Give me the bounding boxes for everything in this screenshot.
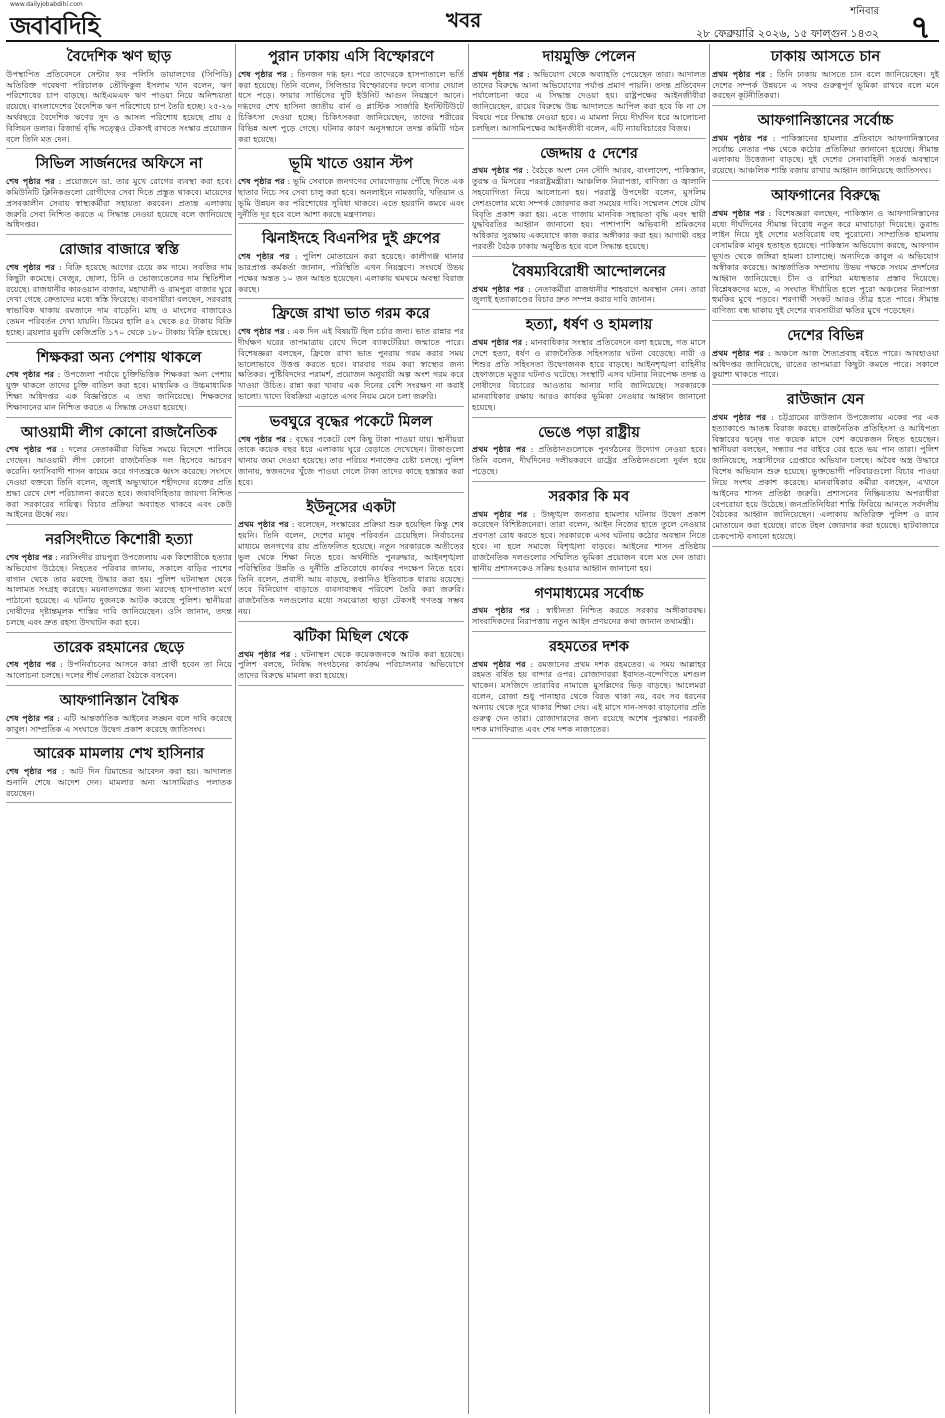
column-2 bbox=[238, 44, 464, 1414]
article-body: শেষ পৃষ্ঠার পর : দলের নেতাকর্মীরা বিভিন্ন সময়ে বিদেশে পালিয়ে গেছেন। আওয়ামী লীগ কোনো রাজনৈতিক দল হিসেবে আচরণ করেনি। ফ্যাসিবাদী শাসন কায়েম করে গণতন্ত্রকে ধ্বংস করেছে। সংসদে দেওয়া বক্তব্যে তিনি বলেন, জুলাই অভ্যুত্থানে শহীদদের রক্তের প্রতি শ্রদ্ধা রেখে দেশ পরিচালনা করতে হবে। জবাবদিহিতার জায়গা নিশ্চিত করা সরকারের দায়িত্ব। বিচার প্রক্রিয়া অব্যাহত থাকবে এবং কেউ আইনের ঊর্ধ্বে নয়। bbox=[6, 444, 232, 520]
article-headline: বৈদেশিক ঋণ ছাড় bbox=[66, 49, 172, 65]
article-headline: ভূমি খাতে ওয়ান স্টপ bbox=[289, 156, 413, 173]
article-headline: ঢাকায় আসতে চান bbox=[770, 49, 881, 65]
article-body: প্রথম পৃষ্ঠার পর : নেতাকর্মীরা রাজধানীর শাহবাগে অবস্থান নেন। তারা জুলাই হত্যাকাণ্ডের বিচার দ্রুত সম্পন্ন করার দাবি জানান। bbox=[472, 283, 706, 305]
article-headline: পুরান ঢাকায় এসি বিস্ফোরণে bbox=[268, 49, 434, 65]
article bbox=[238, 44, 464, 149]
article-continuation-label: শেষ পৃষ্ঠার পর bbox=[238, 251, 290, 262]
article bbox=[238, 495, 464, 622]
article-continuation-label: প্রথম পৃষ্ঠার পর bbox=[238, 648, 291, 659]
article-text: অঞ্চলে আজ শৈত্যপ্রবাহ বইতে পারে। আবহাওয়া অধিদপ্তর জানিয়েছে, রাতের তাপমাত্রা কিছুটা কমতে পারে। সকালে কুয়াশা থাকতে পারে। bbox=[712, 347, 939, 380]
column-1 bbox=[6, 44, 232, 1414]
article bbox=[472, 259, 706, 310]
article-headline: সরকার কি মব bbox=[548, 488, 630, 505]
article-text: উপনির্বাচনের আসনে কারা প্রার্থী হবেন তা নিয়ে আলোচনা চলছে। দলের শীর্ষ নেতারা বৈঠকে বসবেন। bbox=[6, 659, 232, 681]
article-body: প্রথম পৃষ্ঠার পর : রমজানের প্রথম দশক রহমতের। এ সময় আল্লাহর রহমত বর্ষিত হয় বান্দার ওপর। রোজাদাররা ইবাদত-বন্দেগিতে মশগুল থাকেন। মসজিদে তারাবির নামাজে মুসল্লিদের ভিড় বাড়ছে। আলেমরা বলেন, রোজা শুধু পানাহার থেকে বিরত থাকা নয়, বরং সব ধরনের অন্যায় থেকে দূরে থাকার শিক্ষা দেয়। এই মাসে দান-সদকা বাড়ানোর প্রতি গুরুত্ব দেন তারা। রোজাদারদের জন্য রয়েছে অশেষ পুরস্কার। পরবর্তী দশক মাগফিরাত এবং শেষ দশক নাজাতের। bbox=[472, 658, 706, 734]
article-body: শেষ পৃষ্ঠার পর : উপজেলা পর্যায়ে চুক্তিভিত্তিক শিক্ষকরা অন্য পেশায় যুক্ত থাকলে তাদের চুক্তি বাতিল করা হবে। মাধ্যমিক ও উচ্চমাধ্যমিক শিক্ষা অধিদপ্তর এক বিজ্ঞপ্তিতে এ তথ্য জানিয়েছে। শিক্ষকদের শিক্ষাদানের মান নিশ্চিত করতে এ সিদ্ধান্ত নেওয়া হয়েছে। bbox=[6, 369, 232, 412]
article-text: মানবাধিকার সংস্থার প্রতিবেদনে বলা হয়েছে, গত মাসে দেশে হত্যা, ধর্ষণ ও রাজনৈতিক সহিংসতার ঘটনা বেড়েছে। নারী ও শিশুর প্রতি সহিংসতা উদ্বেগজনক হারে বাড়ছে। আইনশৃঙ্খলা বাহিনীর হেফাজতে মৃত্যুর ঘটনাও ঘটেছে। সংস্থাটি এসব ঘটনার নিরপেক্ষ তদন্ত ও দোষীদের বিচারের আওতায় আনার দাবি জানিয়েছে। সরকারকে মানবাধিকার রক্ষায় আরও কার্যকর ভূমিকা নেওয়ার আহ্বান জানানো হয়েছে। bbox=[472, 336, 706, 412]
article-continuation-label: প্রথম পৃষ্ঠার পর bbox=[472, 283, 525, 294]
article-headline: নরসিংদীতে কিশোরী হত্যা bbox=[45, 532, 193, 549]
logo-url: www.dailyjobabdihi.com bbox=[10, 1, 83, 8]
article bbox=[6, 44, 232, 149]
article-text: বৃদ্ধের পকেটে বেশ কিছু টাকা পাওয়া যায়। স্থানীয়রা তাকে কয়েক বছর ধরে এলাকায় ঘুরে বেড়াতে দেখেছেন। টাকাগুলো থানায় জমা দেওয়া হয়েছে। তার পরিচয় শনাক্তের চেষ্টা চলছে। পুলিশ জানায়, স্বজনদের খুঁজে পাওয়া গেলে টাকা তাদের কাছে হস্তান্তর করা হবে। bbox=[238, 433, 464, 487]
article bbox=[238, 226, 464, 299]
article-text: তিনজন দগ্ধ হন। পরে তাদেরকে হাসপাতালে ভর্তি করা হয়েছে। তিনি বলেন, সিলিন্ডার বিস্ফোরণের ফলে বাসার দেয়াল ধসে পড়ে। ফায়ার সার্ভিসের দুটি ইউনিট আগুন নিয়ন্ত্রণে আনে। দগ্ধদের শেখ হাসিনা জাতীয় বার্ন ও প্লাস্টিক সার্জারি ইনস্টিটিউটে চিকিৎসা দেওয়া হচ্ছে। চিকিৎসকরা জানিয়েছেন, তাদের শরীরের বিভিন্ন অংশ পুড়ে গেছে। ঘটনার কারণ অনুসন্ধানে তদন্ত কমিটি গঠন করা হয়েছে। bbox=[238, 68, 464, 144]
article-text: বলেছেন, সংস্কারের প্রক্রিয়া শুরু হয়েছিল কিন্তু শেষ হয়নি। তিনি বলেন, দেশের মানুষ পরিবর্তন চেয়েছিল। নির্বাচনের মাধ্যমে জনগণের রায় প্রতিফলিত হয়েছে। নতুন সরকারকে অতীতের ভুল থেকে শিক্ষা নিতে হবে। অর্থনীতি পুনরুদ্ধার, আইনশৃঙ্খলা পরিস্থিতির উন্নতি ও দুর্নীতি প্রতিরোধে কার্যকর পদক্ষেপ নিতে হবে। তিনি বলেন, প্রবাসী আয় বাড়ছে, রপ্তানিও ইতিবাচক ধারায় রয়েছে। তবে বিনিয়োগ বাড়াতে ব্যবসাবান্ধব পরিবেশ তৈরি করা জরুরি। রাজনৈতিক দলগুলোর মধ্যে সমঝোতা ছাড়া টেকসই গণতন্ত্র সম্ভব নয়। bbox=[238, 519, 464, 617]
article-body: প্রথম পৃষ্ঠার পর : বৈঠকে অংশ নেন সৌদি আরব, বাংলাদেশ, পাকিস্তান, তুরস্ক ও মিসরের পররাষ্ট্রমন্ত্রীরা। আঞ্চলিক নিরাপত্তা, বাণিজ্য ও জ্বালানি সহযোগিতা নিয়ে আলোচনা হয়। পররাষ্ট্র উপদেষ্টা বলেন, মুসলিম দেশগুলোর মধ্যে সম্পর্ক জোরদার করা সময়ের দাবি। সম্মেলন শেষে যৌথ বিবৃতি প্রকাশ করা হয়। এতে গাজায় মানবিক সহায়তা বৃদ্ধি এবং স্থায়ী যুদ্ধবিরতির আহ্বান জানানো হয়। পাশাপাশি অভিবাসী শ্রমিকদের অধিকার সুরক্ষায় একযোগে কাজ করার অঙ্গীকার করা হয়। আগামী বছর পরবর্তী বৈঠক ঢাকায় অনুষ্ঠিত হবে বলে সিদ্ধান্ত হয়েছে। bbox=[472, 165, 706, 252]
article-headline: গণমাধ্যমের সর্বোচ্চ bbox=[534, 585, 644, 602]
article-body: শেষ পৃষ্ঠার পর : উপনির্বাচনের আসনে কারা প্রার্থী হবেন তা নিয়ে আলোচনা চলছে। দলের শীর্ষ নেতারা বৈঠকে বসবেন। bbox=[6, 659, 232, 681]
article-body: প্রথম পৃষ্ঠার পর : বলেছেন, সংস্কারের প্রক্রিয়া শুরু হয়েছিল কিন্তু শেষ হয়নি। তিনি বলেন, দেশের মানুষ পরিবর্তন চেয়েছিল। নির্বাচনের মাধ্যমে জনগণের রায় প্রতিফলিত হয়েছে। নতুন সরকারকে অতীতের ভুল থেকে শিক্ষা নিতে হবে। অর্থনীতি পুনরুদ্ধার, আইনশৃঙ্খলা পরিস্থিতির উন্নতি ও দুর্নীতি প্রতিরোধে কার্যকর পদক্ষেপ নিতে হবে। তিনি বলেন, প্রবাসী আয় বাড়ছে, রপ্তানিও ইতিবাচক ধারায় রয়েছে। তবে বিনিয়োগ বাড়াতে ব্যবসাবান্ধব পরিবেশ তৈরি করা জরুরি। রাজনৈতিক দলগুলোর মধ্যে সমঝোতা ছাড়া টেকসই গণতন্ত্র সম্ভব নয়। bbox=[238, 519, 464, 617]
column-3 bbox=[472, 44, 706, 1414]
article-body: প্রথম পৃষ্ঠার পর : প্রতিষ্ঠানগুলোকে পুনর্গঠনের উদ্যোগ নেওয়া হবে। তিনি বলেন, দীর্ঘদিনের দলীয়করণে রাষ্ট্রের প্রতিষ্ঠানগুলো দুর্বল হয়ে পড়েছে। bbox=[472, 444, 706, 477]
article-text: নরসিংদীর রায়পুরা উপজেলায় এক কিশোরীকে হত্যার অভিযোগ উঠেছে। নিহতের পরিবার জানায়, সকালে বাড়ির পাশের বাগান থেকে তার মরদেহ উদ্ধার করা হয়। পুলিশ ঘটনাস্থল থেকে আলামত সংগ্রহ করেছে। ময়নাতদন্তের জন্য মরদেহ হাসপাতাল মর্গে পাঠানো হয়েছে। এ ঘটনায় দুজনকে আটক করেছে পুলিশ। স্থানীয়রা দোষীদের দৃষ্টান্তমূলক শাস্তির দাবি জানিয়েছেন। ওসি জানান, তদন্ত চলছে এবং দ্রুত রহস্য উদঘাটন করা হবে। bbox=[6, 551, 232, 627]
article-text: আট দিন রিমান্ডের আবেদন করা হয়। আদালত শুনানি শেষে আদেশ দেন। মামলার অন্য আসামিরাও পলাতক রয়েছেন। bbox=[6, 766, 232, 798]
article bbox=[712, 323, 939, 385]
article-body: শেষ পৃষ্ঠার পর : নরসিংদীর রায়পুরা উপজেলায় এক কিশোরীকে হত্যার অভিযোগ উঠেছে। নিহতের পরিবার জানায়, সকালে বাড়ির পাশের বাগান থেকে তার মরদেহ উদ্ধার করা হয়। পুলিশ ঘটনাস্থল থেকে আলামত সংগ্রহ করেছে। ময়নাতদন্তের জন্য মরদেহ হাসপাতাল মর্গে পাঠানো হয়েছে। এ ঘটনায় দুজনকে আটক করেছে পুলিশ। স্থানীয়রা দোষীদের দৃষ্টান্তমূলক শাস্তির দাবি জানিয়েছেন। ওসি জানান, তদন্ত চলছে এবং দ্রুত রহস্য উদঘাটন করা হবে। bbox=[6, 551, 232, 627]
article-continuation-label: প্রথম পৃষ্ঠার পর bbox=[712, 411, 767, 422]
issue-date: ২৮ ফেব্রুয়ারি ২০২৬, ১৫ ফাল্গুন ১৪৩২ bbox=[696, 27, 879, 40]
article bbox=[472, 420, 706, 482]
article-headline: ফ্রিজে রাখা ভাত গরম করে bbox=[272, 306, 430, 323]
article-text: উচ্ছৃঙ্খল জনতার হামলার ঘটনায় উদ্বেগ প্রকাশ করেছেন বিশিষ্টজনেরা। তারা বলেন, আইন নিজের হাতে তুলে নেওয়ার প্রবণতা রোধ করতে হবে। সরকারকে এসব ঘটনায় কঠোর অবস্থান নিতে হবে। না হলে সমাজে বিশৃঙ্খলা বাড়বে। আইনের শাসন প্রতিষ্ঠায় রাজনৈতিক দলগুলোর সম্মিলিত ভূমিকা প্রয়োজন বলে মত দেন তারা। স্থানীয় প্রশাসনকেও সক্রিয় হওয়ার আহ্বান জানানো হয়। bbox=[472, 508, 706, 573]
column-4 bbox=[712, 44, 939, 1414]
article-body: শেষ পৃষ্ঠার পর : আট দিন রিমান্ডের আবেদন করা হয়। আদালত শুনানি শেষে আদেশ দেন। মামলার অন্য আসামিরাও পলাতক রয়েছেন। bbox=[6, 766, 232, 798]
article-headline: শিক্ষকরা অন্য পেশায় থাকলে bbox=[36, 349, 202, 366]
article-text: উপজেলা পর্যায়ে চুক্তিভিত্তিক শিক্ষকরা অন্য পেশায় যুক্ত থাকলে তাদের চুক্তি বাতিল করা হবে। মাধ্যমিক ও উচ্চমাধ্যমিক শিক্ষা অধিদপ্তর এক বিজ্ঞপ্তিতে এ তথ্য জানিয়েছে। শিক্ষকদের শিক্ষাদানের মান নিশ্চিত করতে এ সিদ্ধান্ত নেওয়া হয়েছে। bbox=[6, 369, 232, 412]
article-text: পুলিশ মোতায়েন করা হয়েছে। কালীগঞ্জ থানার ভারপ্রাপ্ত কর্মকর্তা জানান, পরিস্থিতি এখন নিয়ন্ত্রণে। সংঘর্ষে উভয় পক্ষের অন্তত ১০ জন আহত হয়েছেন। এলাকায় থমথমে অবস্থা বিরাজ করছে। bbox=[238, 251, 464, 294]
article bbox=[6, 635, 232, 686]
article bbox=[238, 151, 464, 224]
article-headline: ভেঙে পড়া রাষ্ট্রীয় bbox=[538, 424, 640, 441]
article-body: শেষ পৃষ্ঠার পর : বিক্রি হয়েছে আগের চেয়ে কম দামে। সবজির দাম কিছুটা কমেছে। খেজুর, ছোলা, চিনি ও ভোজ্যতেলের দাম স্থিতিশীল রয়েছে। রাজধানীর কারওয়ান বাজার, মহাখালী ও রামপুরা বাজার ঘুরে দেখা গেছে ক্রেতাদের মধ্যে স্বস্তি ফিরেছে। ব্যবসায়ীরা বলছেন, সরবরাহ স্বাভাবিক থাকায় রমজানে দাম বাড়েনি। মাছ ও মাংসের বাজারেও তেমন পরিবর্তন দেখা যায়নি। ডিমের হালি ৪২ থেকে ৪৫ টাকায় বিক্রি হচ্ছে। ব্রয়লার মুরগি কেজিপ্রতি ১৭০ থেকে ১৮০ টাকায় বিক্রি হয়েছে। bbox=[6, 261, 232, 337]
column-divider bbox=[468, 44, 469, 1414]
article-body bbox=[6, 69, 232, 145]
article bbox=[6, 151, 232, 235]
section-title: খবর bbox=[446, 8, 482, 32]
article-body: শেষ পৃষ্ঠার পর : এটি আন্তর্জাতিক আইনের লঙ্ঘন বলে দাবি করেছে কাবুল। সাম্প্রতিক এ সংঘাতে উদ্বেগ প্রকাশ করেছে জাতিসংঘ। bbox=[6, 712, 232, 734]
article-headline: দেশের বিভিন্ন bbox=[787, 328, 864, 345]
article-text: এক দিন এই বিষয়টি ছিল চর্চার জন্য। ভাত রান্নার পর দীর্ঘক্ষণ ঘরের তাপমাত্রায় রেখে দিলে ব্যাকটেরিয়া জন্মাতে পারে। বিশেষজ্ঞরা বলছেন, ফ্রিজে রাখা ভাত পুনরায় গরম করার সময় ভালোভাবে উত্তপ্ত করতে হবে। বারবার গরম করা স্বাস্থ্যের জন্য ক্ষতিকর। পুষ্টিবিদদের পরামর্শ, প্রয়োজন অনুযায়ী অল্প অংশ গরম করে খাওয়া উচিত। রান্না করা খাবার এক দিনের বেশি সংরক্ষণ না করাই ভালো। খাদ্যে বিষক্রিয়া এড়াতে এসব নিয়ম মেনে চলা জরুরি। bbox=[238, 326, 464, 402]
page-number: ৭ bbox=[910, 8, 931, 46]
column-divider bbox=[709, 44, 710, 1414]
article-continuation-label: প্রথম পৃষ্ঠার পর bbox=[712, 207, 765, 218]
article-text: ঘটনাস্থল থেকে কয়েকজনকে আটক করা হয়েছে। পুলিশ বলছে, নিষিদ্ধ সংগঠনের কার্যক্রম পরিচালনার অভিযোগে তাদের বিরুদ্ধে মামলা করা হয়েছে। bbox=[238, 648, 464, 681]
article-headline: ভবঘুরে বৃদ্ধের পকেটে মিলল bbox=[269, 413, 433, 430]
article-continuation-label: প্রথম পৃষ্ঠার পর bbox=[472, 68, 524, 79]
article-continuation-label: শেষ পৃষ্ঠার পর bbox=[6, 176, 55, 187]
article-continuation-label: প্রথম পৃষ্ঠার পর bbox=[472, 605, 530, 616]
article bbox=[472, 44, 706, 139]
article-body: শেষ পৃষ্ঠার পর : বৃদ্ধের পকেটে বেশ কিছু টাকা পাওয়া যায়। স্থানীয়রা তাকে কয়েক বছর ধরে এলাকায় ঘুরে বেড়াতে দেখেছেন। টাকাগুলো থানায় জমা দেওয়া হয়েছে। তার পরিচয় শনাক্তের চেষ্টা চলছে। পুলিশ জানায়, স্বজনদের খুঁজে পাওয়া গেলে টাকা তাদের কাছে হস্তান্তর করা হবে। bbox=[238, 433, 464, 487]
article-body: প্রথম পৃষ্ঠার পর : অঞ্চলে আজ শৈত্যপ্রবাহ বইতে পারে। আবহাওয়া অধিদপ্তর জানিয়েছে, রাতের তাপমাত্রা কিছুটা কমতে পারে। সকালে কুয়াশা থাকতে পারে। bbox=[712, 347, 939, 380]
article-headline: ঝটিকা মিছিল থেকে bbox=[293, 628, 409, 645]
weekday: শনিবার bbox=[850, 6, 879, 17]
article-text: রমজানের প্রথম দশক রহমতের। এ সময় আল্লাহর রহমত বর্ষিত হয় বান্দার ওপর। রোজাদাররা ইবাদত-বন্দেগিতে মশগুল থাকেন। মসজিদে তারাবির নামাজে মুসল্লিদের ভিড় বাড়ছে। আলেমরা বলেন, রোজা শুধু পানাহার থেকে বিরত থাকা নয়, বরং সব ধরনের অন্যায় থেকে দূরে থাকার শিক্ষা দেয়। এই মাসে দান-সদকা বাড়ানোর প্রতি গুরুত্ব দেন তারা। রোজাদারদের জন্য রয়েছে অশেষ পুরস্কার। পরবর্তী দশক মাগফিরাত এবং শেষ দশক নাজাতের। bbox=[472, 658, 706, 734]
article-headline: দায়মুক্তি পেলেন bbox=[542, 49, 636, 65]
article-body: প্রথম পৃষ্ঠার পর : চট্টগ্রামের রাউজান উপজেলায় একের পর এক হত্যাকাণ্ডে আতঙ্ক বিরাজ করছে। রাজনৈতিক প্রতিহিংসা ও আধিপত্য বিস্তারের দ্বন্দ্বে গত কয়েক মাসে বেশ কয়েকজন নিহত হয়েছেন। স্থানীয়রা বলছেন, সন্ধ্যার পর বাইরে বের হতে ভয় পান তারা। পুলিশ জানিয়েছে, সন্ত্রাসীদের গ্রেপ্তারে অভিযান চলছে। অবৈধ অস্ত্র উদ্ধারে বিশেষ অভিযান শুরু হয়েছে। ভুক্তভোগী পরিবারগুলো বিচার পাওয়া নিয়ে সংশয় প্রকাশ করেছে। মানবাধিকার কর্মীরা বলছেন, এখানে আইনের শাসন প্রতিষ্ঠা জরুরি। প্রশাসনের নিষ্ক্রিয়তায় অপরাধীরা বেপরোয়া হয়ে উঠেছে। জনপ্রতিনিধিরা শান্তি ফিরিয়ে আনতে সর্বদলীয় বৈঠকের আহ্বান জানিয়েছেন। এলাকায় অতিরিক্ত পুলিশ ও র‍্যাব মোতায়েন করা হয়েছে। রাতে টহল জোরদার করা হয়েছে। হাটবাজারে চেকপোস্ট বসানো হয়েছে। bbox=[712, 411, 939, 542]
article bbox=[472, 312, 706, 417]
article-body: শেষ পৃষ্ঠার পর : ভূমি সেবাকে জনগণের দোরগোড়ায় পৌঁছে দিতে এক ছাতার নিচে সব সেবা চালু করা হবে। অনলাইনে নামজারি, খতিয়ান ও ভূমি উন্নয়ন কর পরিশোধের সুবিধা থাকবে। এতে হয়রানি কমবে এবং দুর্নীতি দূর হবে বলে আশা করছে মন্ত্রণালয়। bbox=[238, 176, 464, 219]
article-continuation-label: প্রথম পৃষ্ঠার পর bbox=[712, 132, 768, 143]
article-body: শেষ পৃষ্ঠার পর : পুলিশ মোতায়েন করা হয়েছে। কালীগঞ্জ থানার ভারপ্রাপ্ত কর্মকর্তা জানান, পরিস্থিতি এখন নিয়ন্ত্রণে। সংঘর্ষে উভয় পক্ষের অন্তত ১০ জন আহত হয়েছেন। এলাকায় থমথমে অবস্থা বিরাজ করছে। bbox=[238, 251, 464, 294]
article-continuation-label: প্রথম পৃষ্ঠার পর bbox=[472, 658, 526, 669]
article-headline: তারেক রহমানের ছেড়ে bbox=[53, 639, 185, 656]
article bbox=[472, 581, 706, 632]
article bbox=[6, 237, 232, 342]
article-body: প্রথম পৃষ্ঠার পর : ঘটনাস্থল থেকে কয়েকজনকে আটক করা হয়েছে। পুলিশ বলছে, নিষিদ্ধ সংগঠনের কার্যক্রম পরিচালনার অভিযোগে তাদের বিরুদ্ধে মামলা করা হয়েছে। bbox=[238, 648, 464, 681]
article-continuation-label: প্রথম পৃষ্ঠার পর bbox=[472, 508, 528, 519]
article-headline: আওয়ামী লীগ কোনো রাজনৈতিক bbox=[20, 424, 218, 441]
article bbox=[6, 345, 232, 418]
article-continuation-label: শেষ পৃষ্ঠার পর bbox=[6, 659, 56, 670]
article-continuation-label: শেষ পৃষ্ঠার পর bbox=[6, 766, 57, 776]
article-continuation-label: প্রথম পৃষ্ঠার পর bbox=[472, 336, 523, 347]
article bbox=[6, 688, 232, 739]
article-headline: আফগানিস্তান বৈশ্বিক bbox=[59, 693, 179, 709]
article-text: বৈঠকে অংশ নেন সৌদি আরব, বাংলাদেশ, পাকিস্তান, তুরস্ক ও মিসরের পররাষ্ট্রমন্ত্রীরা। আঞ্চলিক নিরাপত্তা, বাণিজ্য ও জ্বালানি সহযোগিতা নিয়ে আলোচনা হয়। পররাষ্ট্র উপদেষ্টা বলেন, মুসলিম দেশগুলোর মধ্যে সম্পর্ক জোরদার করা সময়ের দাবি। সম্মেলন শেষে যৌথ বিবৃতি প্রকাশ করা হয়। এতে গাজায় মানবিক সহায়তা বৃদ্ধি এবং স্থায়ী যুদ্ধবিরতির আহ্বান জানানো হয়। পাশাপাশি অভিবাসী শ্রমিকদের অধিকার সুরক্ষায় একযোগে কাজ করার অঙ্গীকার করা হয়। আগামী বছর পরবর্তী বৈঠক ঢাকায় অনুষ্ঠিত হবে বলে সিদ্ধান্ত হয়েছে। bbox=[472, 165, 706, 252]
article-text: ভূমি সেবাকে জনগণের দোরগোড়ায় পৌঁছে দিতে এক ছাতার নিচে সব সেবা চালু করা হবে। অনলাইনে নামজারি, খতিয়ান ও ভূমি উন্নয়ন কর পরিশোধের সুবিধা থাকবে। এতে হয়রানি কমবে এবং দুর্নীতি দূর হবে বলে আশা করছে মন্ত্রণালয়। bbox=[238, 176, 464, 219]
article bbox=[6, 420, 232, 525]
article-headline: রাউজান যেন bbox=[786, 392, 865, 409]
article-body: শেষ পৃষ্ঠার পর : তিনজন দগ্ধ হন। পরে তাদেরকে হাসপাতালে ভর্তি করা হয়েছে। তিনি বলেন, সিলিন্ডার বিস্ফোরণের ফলে বাসার দেয়াল ধসে পড়ে। ফায়ার সার্ভিসের দুটি ইউনিট আগুন নিয়ন্ত্রণে আনে। দগ্ধদের শেখ হাসিনা জাতীয় বার্ন ও প্লাস্টিক সার্জারি ইনস্টিটিউটে চিকিৎসা দেওয়া হচ্ছে। চিকিৎসকরা জানিয়েছেন, তাদের শরীরের বিভিন্ন অংশ পুড়ে গেছে। ঘটনার কারণ অনুসন্ধানে তদন্ত কমিটি গঠন করা হয়েছে। bbox=[238, 68, 464, 144]
article-text: বিক্রি হয়েছে আগের চেয়ে কম দামে। সবজির দাম কিছুটা কমেছে। খেজুর, ছোলা, চিনি ও ভোজ্যতেলের দাম স্থিতিশীল রয়েছে। রাজধানীর কারওয়ান বাজার, মহাখালী ও রামপুরা বাজার ঘুরে দেখা গেছে ক্রেতাদের মধ্যে স্বস্তি ফিরেছে। ব্যবসায়ীরা বলছেন, সরবরাহ স্বাভাবিক থাকায় রমজানে দাম বাড়েনি। মাছ ও মাংসের বাজারেও তেমন পরিবর্তন দেখা যায়নি। ডিমের হালি ৪২ থেকে ৪৫ টাকায় বিক্রি হচ্ছে। ব্রয়লার মুরগি কেজিপ্রতি ১৭০ থেকে ১৮০ টাকায় বিক্রি হয়েছে। bbox=[6, 261, 232, 337]
article-continuation-label: শেষ পৃষ্ঠার পর bbox=[238, 433, 286, 444]
article bbox=[712, 108, 939, 181]
article-continuation-label: প্রথম পৃষ্ঠার পর bbox=[238, 519, 289, 530]
article-headline: রোজার বাজারে স্বস্তি bbox=[59, 242, 179, 259]
article bbox=[472, 141, 706, 257]
article-headline: ইউনূসের একটা bbox=[306, 499, 396, 516]
article-text: এটি আন্তর্জাতিক আইনের লঙ্ঘন বলে দাবি করেছে কাবুল। সাম্প্রতিক এ সংঘাতে উদ্বেগ প্রকাশ করেছে জাতিসংঘ। bbox=[6, 712, 232, 734]
article-text: বিশেষজ্ঞরা বলছেন, পাকিস্তান ও আফগানিস্তানের মধ্যে দীর্ঘদিনের সীমান্ত বিরোধ নতুন করে মাথাচাড়া দিয়েছে। ডুরান্ড লাইন নিয়ে দুই দেশের মতবিরোধ বহু পুরোনো। সাম্প্রতিক হামলায় বেসামরিক মানুষ হতাহত হয়েছে। পাকিস্তান অভিযোগ করছে, আফগান ভূখণ্ড থেকে জঙ্গিরা হামলা চালাচ্ছে। অন্যদিকে কাবুল এ অভিযোগ অস্বীকার করেছে। আন্তর্জাতিক সম্প্রদায় উভয় পক্ষকে সংযম প্রদর্শনের আহ্বান জানিয়েছে। চীন ও রাশিয়া মধ্যস্থতার প্রস্তাব দিয়েছে। বিশ্লেষকদের মতে, এ সংঘাত দীর্ঘায়িত হলে পুরো অঞ্চলের নিরাপত্তা হুমকির মুখে পড়বে। শরণার্থী সংকট আরও তীব্র হতে পারে। সীমান্ত বাণিজ্য বন্ধ থাকায় দুই দেশের ব্যবসায়ীরা ক্ষতির মুখে পড়েছেন। bbox=[712, 207, 939, 316]
article-continuation-label: শেষ পৃষ্ঠার পর bbox=[238, 176, 285, 187]
article-headline: আফগানিস্তানের সর্বোচ্চ bbox=[757, 113, 894, 130]
article-continuation-label: প্রথম পৃষ্ঠার পর bbox=[712, 347, 764, 358]
article-body: প্রথম পৃষ্ঠার পর : তিনি ঢাকায় আসতে চান বলে জানিয়েছেন। দুই দেশের সম্পর্ক উন্নয়নে এ সফর গুরুত্বপূর্ণ ভূমিকা রাখবে বলে মনে করছেন কূটনীতিকরা। bbox=[712, 68, 939, 101]
article-continuation-label: প্রথম পৃষ্ঠার পর bbox=[472, 165, 523, 176]
article bbox=[238, 624, 464, 686]
article-text: উপস্থাপিত প্রতিবেদনে সেন্টার ফর পলিসি ডায়ালগের (সিপিডি) অতিরিক্ত গবেষণা পরিচালক তৌফিকুল ইসলাম খান বলেন, ঋণ পরিশোধের চাপ বাড়ছে। আইএমএফ ঋণ পাওয়া নিয়ে অনিশ্চয়তা রয়েছে। বাংলাদেশের বৈদেশিক ঋণ পরিশোধে চাপ তৈরি হচ্ছে। ২৫-২৬ অর্থবছরে বৈদেশিক ঋণের সুদ ও আসল পরিশোধ হয়েছে প্রায় ৫ বিলিয়ন ডলার। রিজার্ভ বৃদ্ধি সত্ত্বেও টেকসই রাখতে সংস্কার প্রয়োজন বলে তিনি মত দেন। bbox=[6, 68, 232, 144]
article bbox=[712, 183, 939, 321]
article-body: প্রথম পৃষ্ঠার পর : উচ্ছৃঙ্খল জনতার হামলার ঘটনায় উদ্বেগ প্রকাশ করেছেন বিশিষ্টজনেরা। তারা বলেন, আইন নিজের হাতে তুলে নেওয়ার প্রবণতা রোধ করতে হবে। সরকারকে এসব ঘটনায় কঠোর অবস্থান নিতে হবে। না হলে সমাজে বিশৃঙ্খলা বাড়বে। আইনের শাসন প্রতিষ্ঠায় রাজনৈতিক দলগুলোর সম্মিলিত ভূমিকা প্রয়োজন বলে মত দেন তারা। স্থানীয় প্রশাসনকেও সক্রিয় হওয়ার আহ্বান জানানো হয়। bbox=[472, 508, 706, 573]
article-text: প্রয়োজনে ডা. তার মুখে রোগের ব্যবস্থা করা হবে। কমিউনিটি ক্লিনিকগুলো রোগীদের সেবা দিতে প্রস্তুত থাকবে। মায়েদের প্রসবকালীন সেবায় স্বাস্থ্যকর্মীরা সহায়তা করবেন। প্রত্যন্ত এলাকায় জরুরি সেবা নিশ্চিত করতে এ সিদ্ধান্ত নেওয়া হয়েছে বলে জানিয়েছে অধিদপ্তর। bbox=[6, 176, 232, 230]
article bbox=[712, 387, 939, 547]
article-continuation-label: প্রথম পৃষ্ঠার পর bbox=[712, 68, 766, 79]
article bbox=[238, 409, 464, 493]
masthead bbox=[6, 0, 939, 46]
article-text: অভিযোগ থেকে অব্যাহতি পেয়েছেন তারা। আদালত তাদের বিরুদ্ধে আনা অভিযোগের পর্যাপ্ত প্রমাণ পায়নি। তদন্ত প্রতিবেদন পর্যালোচনা করে এ সিদ্ধান্ত দেওয়া হয়। রাষ্ট্রপক্ষের আইনজীবীরা জানিয়েছেন, রায়ের বিরুদ্ধে উচ্চ আদালতে আপিল করা হবে কি না সে বিষয়ে পরে সিদ্ধান্ত নেওয়া হবে। এ মামলা নিয়ে দীর্ঘদিন ধরে আলোচনা চলছিল। আসামিপক্ষের আইনজীবী বলেন, এটি ন্যায়বিচারের বিজয়। bbox=[472, 68, 706, 133]
article-headline: ঝিনাইদহে বিএনপির দুই গ্রুপের bbox=[261, 231, 441, 248]
article-headline: আফগানের বিরুদ্ধে bbox=[771, 188, 880, 205]
article-text: চট্টগ্রামের রাউজান উপজেলায় একের পর এক হত্যাকাণ্ডে আতঙ্ক বিরাজ করছে। রাজনৈতিক প্রতিহিংসা ও আধিপত্য বিস্তারের দ্বন্দ্বে গত কয়েক মাসে বেশ কয়েকজন নিহত হয়েছেন। স্থানীয়রা বলছেন, সন্ধ্যার পর বাইরে বের হতে ভয় পান তারা। পুলিশ জানিয়েছে, সন্ত্রাসীদের গ্রেপ্তারে অভিযান চলছে। অবৈধ অস্ত্র উদ্ধারে বিশেষ অভিযান শুরু হয়েছে। ভুক্তভোগী পরিবারগুলো বিচার পাওয়া নিয়ে সংশয় প্রকাশ করেছে। মানবাধিকার কর্মীরা বলছেন, এখানে আইনের শাসন প্রতিষ্ঠা জরুরি। প্রশাসনের নিষ্ক্রিয়তায় অপরাধীরা বেপরোয়া হয়ে উঠেছে। জনপ্রতিনিধিরা শান্তি ফিরিয়ে আনতে সর্বদলীয় বৈঠকের আহ্বান জানিয়েছেন। এলাকায় অতিরিক্ত পুলিশ ও র‍্যাব মোতায়েন করা হয়েছে। রাতে টহল জোরদার করা হয়েছে। হাটবাজারে চেকপোস্ট বসানো হয়েছে। bbox=[712, 411, 939, 542]
article-continuation-label: শেষ পৃষ্ঠার পর bbox=[238, 68, 287, 79]
article-body: প্রথম পৃষ্ঠার পর : অভিযোগ থেকে অব্যাহতি পেয়েছেন তারা। আদালত তাদের বিরুদ্ধে আনা অভিযোগের পর্যাপ্ত প্রমাণ পায়নি। তদন্ত প্রতিবেদন পর্যালোচনা করে এ সিদ্ধান্ত দেওয়া হয়। রাষ্ট্রপক্ষের আইনজীবীরা জানিয়েছেন, রায়ের বিরুদ্ধে উচ্চ আদালতে আপিল করা হবে কি না সে বিষয়ে পরে সিদ্ধান্ত নেওয়া হবে। এ মামলা নিয়ে দীর্ঘদিন ধরে আলোচনা চলছিল। আসামিপক্ষের আইনজীবী বলেন, এটি ন্যায়বিচারের বিজয়। bbox=[472, 68, 706, 133]
article bbox=[238, 301, 464, 406]
column-divider bbox=[235, 44, 236, 1414]
article-body: প্রথম পৃষ্ঠার পর : স্বাধীনতা নিশ্চিত করতে সরকার অঙ্গীকারবদ্ধ। সাংবাদিকদের নিরাপত্তায় নতুন আইন প্রণয়নের কথা জানান তথ্যমন্ত্রী। bbox=[472, 605, 706, 627]
article-continuation-label: শেষ পৃষ্ঠার পর bbox=[6, 444, 57, 455]
article-continuation-label: শেষ পৃষ্ঠার পর bbox=[6, 551, 53, 562]
article-text: নেতাকর্মীরা রাজধানীর শাহবাগে অবস্থান নেন। তারা জুলাই হত্যাকাণ্ডের বিচার দ্রুত সম্পন্ন করার দাবি জানান। bbox=[472, 283, 706, 305]
article-text: প্রতিষ্ঠানগুলোকে পুনর্গঠনের উদ্যোগ নেওয়া হবে। তিনি বলেন, দীর্ঘদিনের দলীয়করণে রাষ্ট্রের প্রতিষ্ঠানগুলো দুর্বল হয়ে পড়েছে। bbox=[472, 444, 706, 477]
article bbox=[6, 527, 232, 632]
article-headline: রহমতের দশক bbox=[549, 638, 629, 655]
article-text: তিনি ঢাকায় আসতে চান বলে জানিয়েছেন। দুই দেশের সম্পর্ক উন্নয়নে এ সফর গুরুত্বপূর্ণ ভূমিকা রাখবে বলে মনে করছেন কূটনীতিকরা। bbox=[712, 68, 939, 101]
article-body: প্রথম পৃষ্ঠার পর : পাকিস্তানের হামলার প্রতিবাদে আফগানিস্তানের সর্বোচ্চ নেতার পক্ষ থেকে কঠোর প্রতিক্রিয়া জানানো হয়েছে। সীমান্ত এলাকায় উত্তেজনা বাড়ছে। দুই দেশের সেনাবাহিনী সতর্ক অবস্থানে রয়েছে। আঞ্চলিক শান্তি বজায় রাখার আহ্বান জানিয়েছে জাতিসংঘ। bbox=[712, 132, 939, 176]
article-continuation-label: শেষ পৃষ্ঠার পর bbox=[6, 261, 55, 272]
article-text: স্বাধীনতা নিশ্চিত করতে সরকার অঙ্গীকারবদ্ধ। সাংবাদিকদের নিরাপত্তায় নতুন আইন প্রণয়নের কথা জানান তথ্যমন্ত্রী। bbox=[472, 605, 706, 627]
date-block bbox=[696, 4, 879, 44]
article-headline: হত্যা, ধর্ষণ ও হামলায় bbox=[525, 317, 653, 334]
article bbox=[712, 44, 939, 106]
article-body: শেষ পৃষ্ঠার পর : প্রয়োজনে ডা. তার মুখে রোগের ব্যবস্থা করা হবে। কমিউনিটি ক্লিনিকগুলো রোগীদের সেবা দিতে প্রস্তুত থাকবে। মায়েদের প্রসবকালীন সেবায় স্বাস্থ্যকর্মীরা সহায়তা করবেন। প্রত্যন্ত এলাকায় জরুরি সেবা নিশ্চিত করতে এ সিদ্ধান্ত নেওয়া হয়েছে বলে জানিয়েছে অধিদপ্তর। bbox=[6, 176, 232, 230]
article-continuation-label: শেষ পৃষ্ঠার পর bbox=[6, 369, 55, 380]
article bbox=[472, 634, 706, 739]
logo-block bbox=[6, 0, 156, 40]
article-text: পাকিস্তানের হামলার প্রতিবাদে আফগানিস্তানের সর্বোচ্চ নেতার পক্ষ থেকে কঠোর প্রতিক্রিয়া জানানো হয়েছে। সীমান্ত এলাকায় উত্তেজনা বাড়ছে। দুই দেশের সেনাবাহিনী সতর্ক অবস্থানে রয়েছে। আঞ্চলিক শান্তি বজায় রাখার আহ্বান জানিয়েছে জাতিসংঘ। bbox=[712, 132, 939, 176]
article-text: দলের নেতাকর্মীরা বিভিন্ন সময়ে বিদেশে পালিয়ে গেছেন। আওয়ামী লীগ কোনো রাজনৈতিক দল হিসেবে আচরণ করেনি। ফ্যাসিবাদী শাসন কায়েম করে গণতন্ত্রকে ধ্বংস করেছে। সংসদে দেওয়া বক্তব্যে তিনি বলেন, জুলাই অভ্যুত্থানে শহীদদের রক্তের প্রতি শ্রদ্ধা রেখে দেশ পরিচালনা করতে হবে। জবাবদিহিতার জায়গা নিশ্চিত করা সরকারের দায়িত্ব। বিচার প্রক্রিয়া অব্যাহত থাকবে এবং কেউ আইনের ঊর্ধ্বে নয়। bbox=[6, 444, 232, 520]
article-body: প্রথম পৃষ্ঠার পর : বিশেষজ্ঞরা বলছেন, পাকিস্তান ও আফগানিস্তানের মধ্যে দীর্ঘদিনের সীমান্ত বিরোধ নতুন করে মাথাচাড়া দিয়েছে। ডুরান্ড লাইন নিয়ে দুই দেশের মতবিরোধ বহু পুরোনো। সাম্প্রতিক হামলায় বেসামরিক মানুষ হতাহত হয়েছে। পাকিস্তান অভিযোগ করছে, আফগান ভূখণ্ড থেকে জঙ্গিরা হামলা চালাচ্ছে। অন্যদিকে কাবুল এ অভিযোগ অস্বীকার করেছে। আন্তর্জাতিক সম্প্রদায় উভয় পক্ষকে সংযম প্রদর্শনের আহ্বান জানিয়েছে। চীন ও রাশিয়া মধ্যস্থতার প্রস্তাব দিয়েছে। বিশ্লেষকদের মতে, এ সংঘাত দীর্ঘায়িত হলে পুরো অঞ্চলের নিরাপত্তা হুমকির মুখে পড়বে। শরণার্থী সংকট আরও তীব্র হতে পারে। সীমান্ত বাণিজ্য বন্ধ থাকায় দুই দেশের ব্যবসায়ীরা ক্ষতির মুখে পড়েছেন। bbox=[712, 207, 939, 316]
article-body: শেষ পৃষ্ঠার পর : এক দিন এই বিষয়টি ছিল চর্চার জন্য। ভাত রান্নার পর দীর্ঘক্ষণ ঘরের তাপমাত্রায় রেখে দিলে ব্যাকটেরিয়া জন্মাতে পারে। বিশেষজ্ঞরা বলছেন, ফ্রিজে রাখা ভাত পুনরায় গরম করার সময় ভালোভাবে উত্তপ্ত করতে হবে। বারবার গরম করা স্বাস্থ্যের জন্য ক্ষতিকর। পুষ্টিবিদদের পরামর্শ, প্রয়োজন অনুযায়ী অল্প অংশ গরম করে খাওয়া উচিত। রান্না করা খাবার এক দিনের বেশি সংরক্ষণ না করাই ভালো। খাদ্যে বিষক্রিয়া এড়াতে এসব নিয়ম মেনে চলা জরুরি। bbox=[238, 326, 464, 402]
article-headline: বৈষম্যবিরোধী আন্দোলনের bbox=[512, 263, 666, 280]
article-headline: আরেক মামলায় শেখ হাসিনার bbox=[33, 746, 205, 763]
newspaper-logo: জবাবদিহি bbox=[10, 12, 100, 40]
article-headline: জেদ্দায় ৫ দেশের bbox=[540, 145, 638, 162]
article-headline: সিভিল সার্জনদের অফিসে না bbox=[35, 156, 203, 173]
article-continuation-label: শেষ পৃষ্ঠার পর bbox=[238, 326, 285, 337]
article-body: প্রথম পৃষ্ঠার পর : মানবাধিকার সংস্থার প্রতিবেদনে বলা হয়েছে, গত মাসে দেশে হত্যা, ধর্ষণ ও রাজনৈতিক সহিংসতার ঘটনা বেড়েছে। নারী ও শিশুর প্রতি সহিংসতা উদ্বেগজনক হারে বাড়ছে। আইনশৃঙ্খলা বাহিনীর হেফাজতে মৃত্যুর ঘটনাও ঘটেছে। সংস্থাটি এসব ঘটনার নিরপেক্ষ তদন্ত ও দোষীদের বিচারের আওতায় আনার দাবি জানিয়েছে। সরকারকে মানবাধিকার রক্ষায় আরও কার্যকর ভূমিকা নেওয়ার আহ্বান জানানো হয়েছে। bbox=[472, 336, 706, 412]
article-continuation-label: শেষ পৃষ্ঠার পর bbox=[6, 712, 54, 723]
article bbox=[6, 741, 232, 803]
article-continuation-label: প্রথম পৃষ্ঠার পর bbox=[472, 444, 526, 455]
article bbox=[472, 484, 706, 579]
article-columns bbox=[6, 44, 939, 1414]
